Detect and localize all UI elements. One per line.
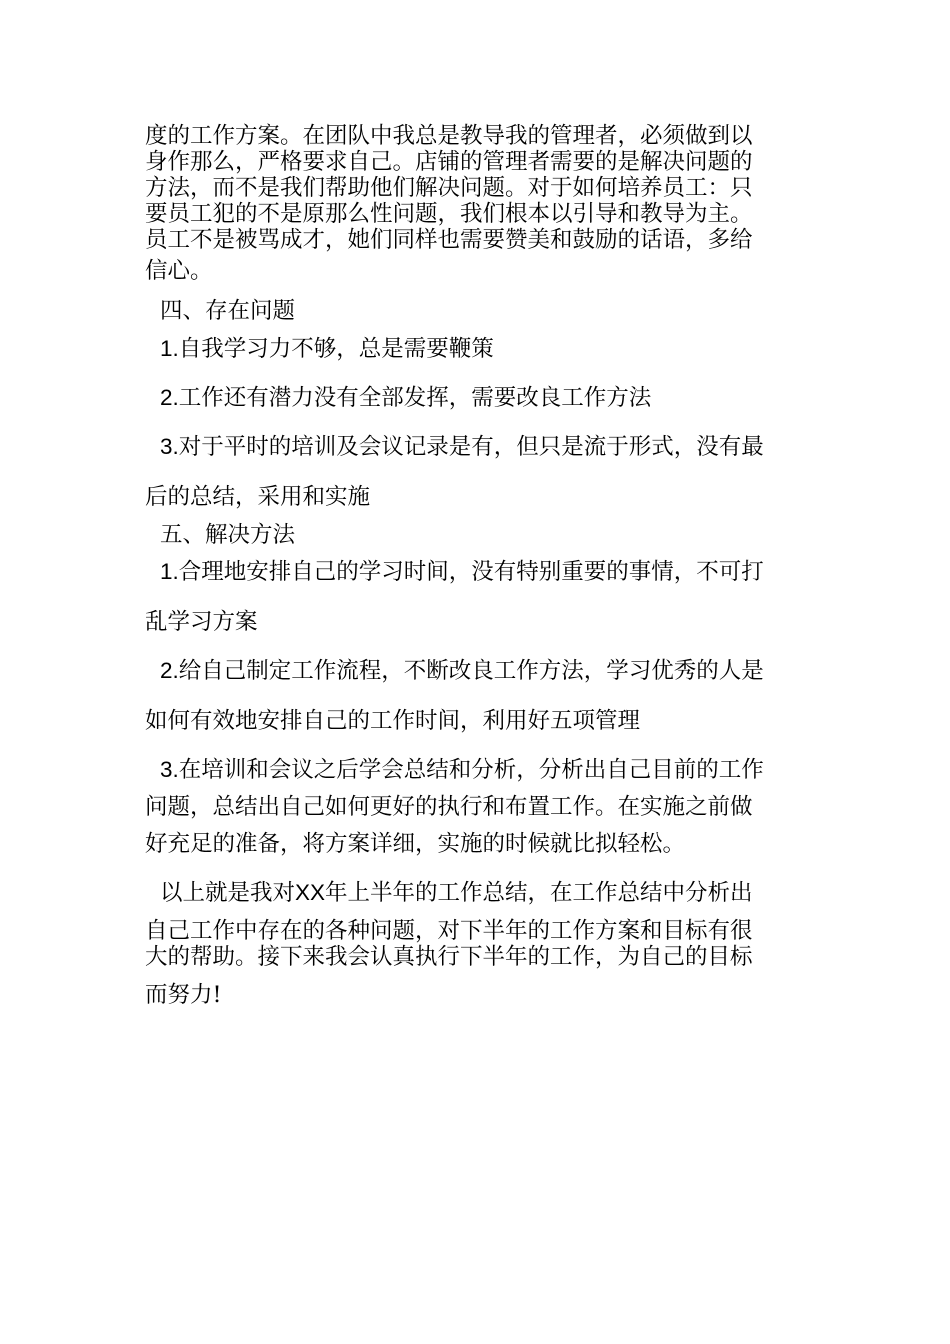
- paragraph-line: 员工不是被骂成才，她们同样也需要赞美和鼓励的话语，多给: [145, 227, 753, 253]
- conclusion-text: 以上就是我对: [160, 880, 296, 906]
- paragraph-line: 身作那么，严格要求自己。店铺的管理者需要的是解决问题的: [145, 149, 753, 175]
- list-number: 3.: [160, 434, 179, 459]
- paragraph-line: 要员工犯的不是原那么性问题，我们根本以引导和教导为主。: [145, 201, 753, 227]
- list-item-4-3-cont: 后的总结，采用和实施: [145, 484, 371, 510]
- list-number: 3.: [160, 757, 179, 782]
- list-text: 自我学习力不够，总是需要鞭策: [178, 336, 494, 362]
- list-text: 工作还有潜力没有全部发挥，需要改良工作方法: [178, 385, 652, 411]
- conclusion-line: [160, 880, 825, 906]
- list-item-4-3: [160, 434, 825, 460]
- list-item-4-2: [160, 385, 825, 411]
- paragraph-line: 方法，而不是我们帮助他们解决问题。对于如何培养员工：只: [145, 175, 753, 201]
- list-text: 给自己制定工作流程，不断改良工作方法，学习优秀的人是: [178, 658, 764, 684]
- list-text: 合理地安排自己的学习时间，没有特别重要的事情，不可打: [178, 559, 764, 585]
- year-placeholder: XX: [295, 880, 326, 905]
- list-text: 对于平时的培训及会议记录是有，但只是流于形式，没有最: [178, 434, 764, 460]
- paragraph-line: 信心。: [145, 258, 213, 284]
- list-number: 2.: [160, 658, 179, 683]
- list-item-5-2: [160, 658, 825, 684]
- list-item-4-1: [160, 336, 825, 362]
- list-number: 2.: [160, 385, 179, 410]
- section-heading-4: 四、存在问题: [160, 298, 296, 324]
- list-item-5-3-cont: 好充足的准备，将方案详细，实施的时候就比拟轻松。: [145, 831, 686, 857]
- list-item-5-1: [160, 559, 825, 585]
- section-heading-5: 五、解决方法: [160, 522, 296, 548]
- conclusion-line: 自己工作中存在的各种问题，对下半年的工作方案和目标有很: [145, 918, 753, 944]
- list-text: 在培训和会议之后学会总结和分析，分析出自己目前的工作: [178, 757, 764, 783]
- list-number: 1.: [160, 336, 179, 361]
- list-number: 1.: [160, 559, 179, 584]
- paragraph-line: 度的工作方案。在团队中我总是教导我的管理者，必须做到以: [145, 123, 753, 149]
- list-item-5-1-cont: 乱学习方案: [145, 609, 258, 635]
- conclusion-line: 大的帮助。接下来我会认真执行下半年的工作，为自己的目标: [145, 944, 753, 970]
- list-item-5-3: [160, 757, 825, 783]
- conclusion-line: 而努力!: [145, 982, 222, 1008]
- list-item-5-3-cont: 问题，总结出自己如何更好的执行和布置工作。在实施之前做: [145, 794, 753, 820]
- conclusion-text: 年上半年的工作总结，在工作总结中分析出: [325, 880, 753, 906]
- list-item-5-2-cont: 如何有效地安排自己的工作时间，利用好五项管理: [145, 708, 641, 734]
